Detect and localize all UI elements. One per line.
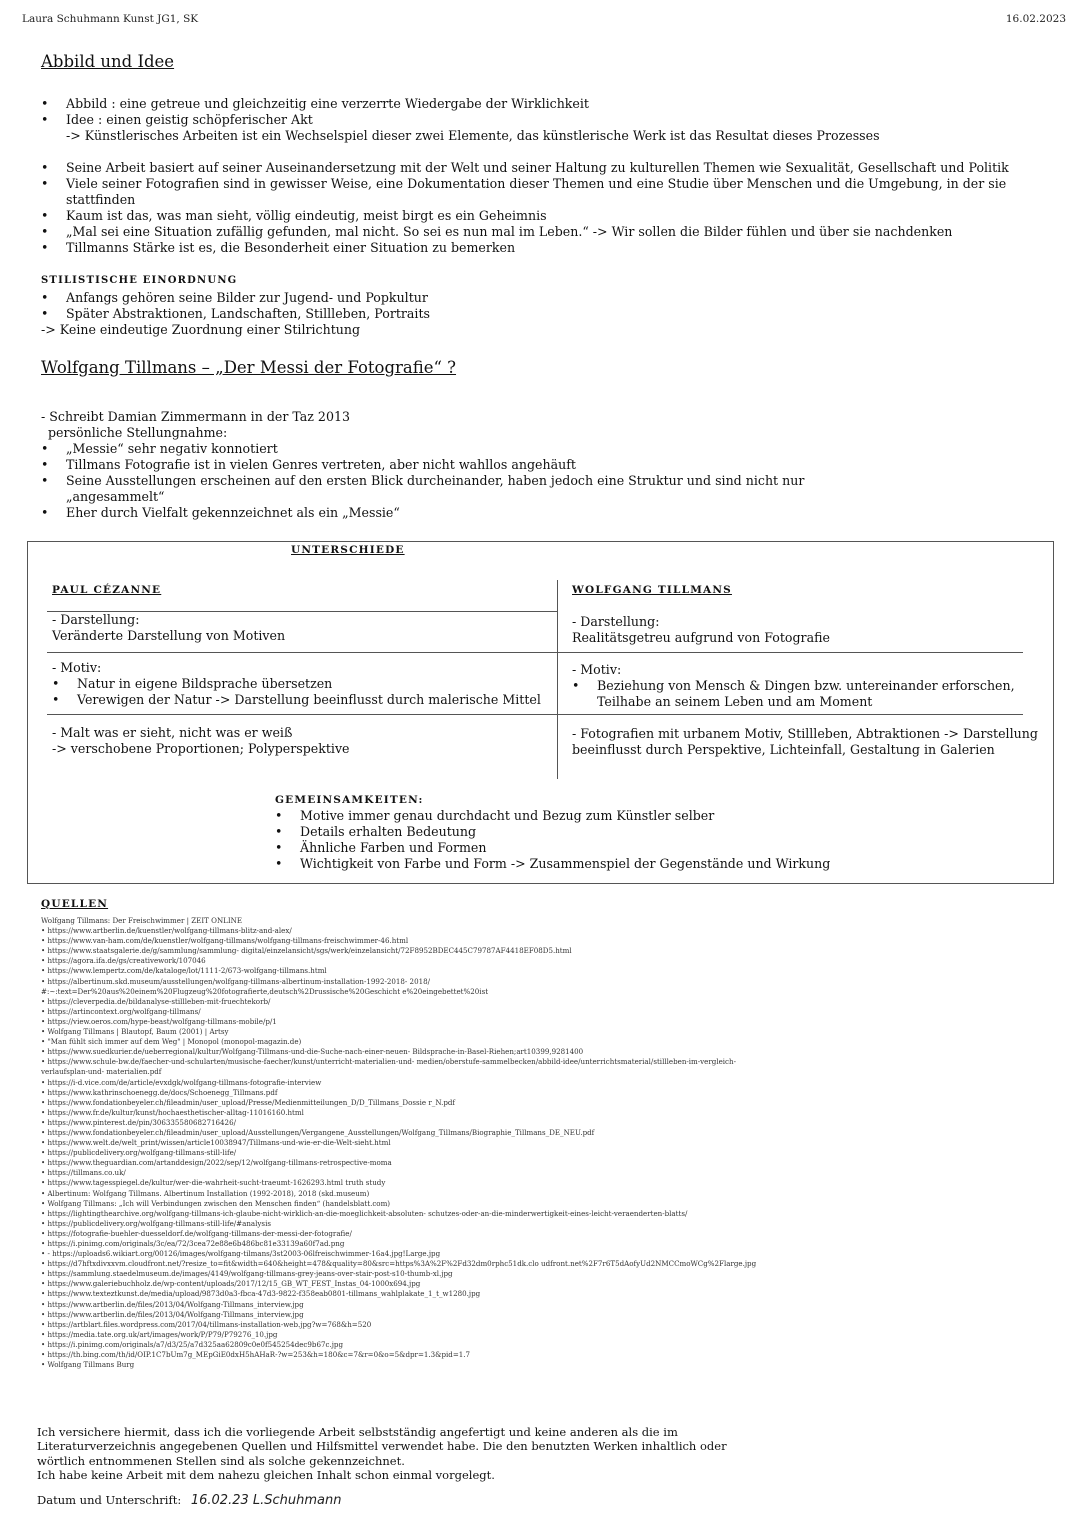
row-label: - Darstellung: bbox=[572, 614, 660, 629]
tillmans-technik: - Fotografien mit urbanem Motiv, Stillleben, Abtraktionen -> Darstellung beeinflusst durch Perspektive, Lichteinfall, Gestaltung in Galerien bbox=[572, 726, 1038, 757]
messi-bullet: • Tillmans Fotografie ist in vielen Genres vertreten, aber nicht wahllos angehäuft bbox=[41, 457, 841, 473]
source-item: • https://www.lempertz.com/de/kataloge/lot/1111-2/673-wolfgang-tillmans.html bbox=[41, 966, 327, 976]
messi-bullet: • „Messie“ sehr negativ konnotiert bbox=[41, 441, 841, 457]
bullet-item: • Viele seiner Fotografien sind in gewisser Weise, eine Dokumentation dieser Themen und eine Studie über Menschen und die Umgebung, in der sie stattfinden bbox=[41, 176, 1061, 208]
source-item: • https://www.texteztkunst.de/media/upload/9873d0a3-fbca-47d3-9822-f358eab0801-tillmans_wahlplakate_1_t_w1280.jpg bbox=[41, 1289, 481, 1299]
row-text: Veränderte Darstellung von Motiven bbox=[52, 628, 286, 643]
style-note: -> Keine eindeutige Zuordnung einer Stilrichtung bbox=[41, 322, 361, 337]
bullet-item: • Tillmanns Stärke ist es, die Besonderheit einer Situation zu bemerken bbox=[41, 240, 1061, 256]
source-item: • Wolfgang Tillmans | Blautopf, Baum (2001) | Artsy bbox=[41, 1027, 229, 1037]
declaration-line: Ich versichere hiermit, dass ich die vorliegende Arbeit selbstständig angefertigt und keine anderen als die im bbox=[37, 1425, 678, 1439]
source-item: • https://th.bing.com/th/id/OIP.1C7bUm7g_MEpGiE0dxH5hAHaR-?w=253&h=180&c=7&r=0&o=5&dpr=1.3&pid=1.7 bbox=[41, 1350, 471, 1360]
source-item: • https://i-d.vice.com/de/article/evxdgk/wolfgang-tillmans-fotografie-interview bbox=[41, 1077, 322, 1087]
style-bullet: • Später Abstraktionen, Landschaften, Stillleben, Portraits bbox=[41, 306, 1061, 322]
source-item: Wolfgang Tillmans: Der Freischwimmer | ZEIT ONLINE bbox=[41, 916, 243, 925]
source-item: • https://www.suedkurier.de/ueberregional/kultur/Wolfgang-Tillmans-und-die-Suche-nach-einer-neuen- Bildsprache-in-Basel-Riehen;art10399,9281400 bbox=[41, 1047, 584, 1057]
source-item: • "Man fühlt sich immer auf dem Weg" | Monopol (monopol-magazin.de) bbox=[41, 1037, 302, 1047]
section-title-abbild-idee: Abbild und Idee bbox=[41, 52, 175, 71]
common-bullet: • Ähnliche Farben und Formen bbox=[275, 840, 1015, 856]
common-bullet: • Details erhalten Bedeutung bbox=[275, 824, 1015, 840]
declaration-line: Ich habe keine Arbeit mit dem nahezu gleichen Inhalt schon einmal vorgelegt. bbox=[37, 1468, 495, 1483]
declaration-line: Literaturverzeichnis angegebenen Quellen und Hilfsmittel verwendet habe. Die den benutzten Werken inhaltlich oder bbox=[37, 1439, 727, 1454]
source-item: • https://www.tagesspiegel.de/kultur/wer-die-wahrheit-sucht-traeumt-1626293.html truth study bbox=[41, 1178, 386, 1188]
source-item: • https://www.galeriebuchholz.de/wp-content/uploads/2017/12/15_GB_WT_FEST_Instas_04-1000x694.jpg bbox=[41, 1279, 421, 1289]
definition-abbild: • Abbild : eine getreue und gleichzeitig eine verzerrte Wiedergabe der Wirklichkeit bbox=[41, 96, 1061, 112]
source-item: • https://i.pinimg.com/originals/a7/d3/25/a7d325aa62809c0e0f545254dec9b67c.jpg bbox=[41, 1339, 343, 1349]
source-item: • https://cleverpedia.de/bildanalyse-stillleben-mit-fruechtekorb/ bbox=[41, 996, 271, 1006]
source-item: #:~:text=Der%20aus%20einem%20Flugzeug%20fotografierte,deutsch%2Drussische%20Geschicht e%20eingebettet%20ist bbox=[41, 986, 489, 996]
sources-heading: QUELLEN bbox=[41, 898, 109, 910]
cezanne-heading: PAUL CÉZANNE bbox=[52, 584, 162, 596]
bullet-item: • Kaum ist das, was man sieht, völlig eindeutig, meist birgt es ein Geheimnis bbox=[41, 208, 1061, 224]
source-item: • https://www.artberlin.de/files/2013/04/Wolfgang-Tillmans_interview.jpg bbox=[41, 1309, 304, 1319]
source-item: • Wolfgang Tillmans Burg bbox=[41, 1360, 135, 1370]
declaration-line: wörtlich entnommenen Stellen sind als solche gekennzeichnet. bbox=[37, 1453, 405, 1468]
source-item: • Albertinum: Wolfgang Tillmans. Albertinum Installation (1992-2018), 2018 (skd.museum) bbox=[41, 1188, 370, 1198]
source-item: • https://publicdelivery.org/wolfgang-tillmans-still-life/ bbox=[41, 1148, 237, 1158]
row-label: - Motiv: bbox=[572, 662, 622, 677]
signature-label: Datum und Unterschrift: bbox=[37, 1493, 182, 1507]
common-bullet: • Wichtigkeit von Farbe und Form -> Zusammenspiel der Gegenstände und Wirkung bbox=[275, 856, 1015, 872]
messi-intro-2: persönliche Stellungnahme: bbox=[48, 425, 228, 440]
common-bullet: • Motive immer genau durchdacht und Bezug zum Künstler selber bbox=[275, 808, 1015, 824]
source-item: • https://artblart.files.wordpress.com/2017/04/tillmans-installation-web.jpg?w=768&h=520 bbox=[41, 1319, 372, 1329]
comparison-box bbox=[27, 541, 1054, 884]
messi-block bbox=[41, 409, 1061, 521]
motiv-bullet: • Natur in eigene Bildsprache übersetzen bbox=[52, 676, 557, 692]
source-item: • https://i.pinimg.com/originals/3c/ea/72/3cea72e88e6b486bc81e33139a60f7ad.png bbox=[41, 1239, 345, 1248]
source-item: • https://www.artberlin.de/files/2013/04/Wolfgang-Tillmans_interview.jpg bbox=[41, 1299, 304, 1309]
abbild-idee-block bbox=[41, 96, 1061, 256]
cezanne-technik bbox=[52, 725, 350, 757]
source-item: • https://www.staatsgalerie.de/g/sammlung/sammlung- digital/einzelansicht/sgs/werk/einzelansicht/72F8952BDEC445C79787AF4418EF08D5.html bbox=[41, 946, 572, 956]
handwritten-signature: 16.02.23 L.Schuhmann bbox=[190, 1493, 342, 1508]
style-heading: STILISTISCHE EINORDNUNG bbox=[41, 275, 238, 286]
motiv-bullet: • Verewigen der Natur -> Darstellung beeinflusst durch malerische Mittel bbox=[52, 692, 557, 708]
source-item: • https://www.van-ham.com/de/kuenstler/wolfgang-tillmans/wolfgang-tillmans-freischwimmer-46.html bbox=[41, 936, 409, 946]
cezanne-darstellung bbox=[52, 612, 285, 644]
source-item: • https://albertinum.skd.museum/ausstellungen/wolfgang-tillmans-albertinum-installation-1992-2018- 2018/ bbox=[41, 976, 430, 986]
sources-list bbox=[41, 916, 1061, 1370]
source-item: • https://d7hftxdivxxvm.cloudfront.net/?resize_to=fit&width=640&height=478&quality=80&src=https%3A%2F%2Fd32dm0rphc51dk.clo udfront.net%2F7r6T5dAofyUd2NMCCmoWCg%2Flarge.jpg bbox=[41, 1259, 757, 1269]
source-item: • https://lightingthearchive.org/wolfgang-tillmans-ich-glaube-nicht-wirklich-an-die-moeglichkeit-absoluten- schutzes-oder-an-die-minderwertigkeit-eines-leicht-veraenderten-blatts/ bbox=[41, 1208, 688, 1218]
source-item: verlaufsplan-und- materialien.pdf bbox=[41, 1067, 162, 1077]
cezanne-motiv bbox=[52, 660, 557, 708]
style-bullet: • Anfangs gehören seine Bilder zur Jugend- und Popkultur bbox=[41, 290, 1061, 306]
source-item: • https://view.oeros.com/hype-beast/wolfgang-tillmans-mobile/p/1 bbox=[41, 1016, 277, 1026]
bullet-item: • „Mal sei eine Situation zufällig gefunden, mal nicht. So sei es nun mal im Leben.“ -> Wir sollen die Bilder fühlen und über sie nachdenken bbox=[41, 224, 1061, 240]
row-text: Realitätsgetreu aufgrund von Fotografie bbox=[572, 630, 830, 645]
header-date: 16.02.2023 bbox=[1005, 13, 1066, 25]
row-text: - Malt was er sieht, nicht was er weiß bbox=[52, 725, 293, 740]
style-block bbox=[41, 273, 1061, 338]
declaration bbox=[37, 1425, 737, 1483]
source-item: • https://www.fondationbeyeler.ch/fileadmin/user_upload/Presse/Medienmitteilungen_D/D_Tillmans_Dossie r_N.pdf bbox=[41, 1097, 456, 1107]
source-item: • https://www.theguardian.com/artanddesign/2022/sep/12/wolfgang-tillmans-retrospective-moma bbox=[41, 1158, 392, 1168]
source-item: • https://www.welt.de/welt_print/wissen/article10038947/Tillmans-und-wie-er-die-Welt-sieht.html bbox=[41, 1138, 391, 1148]
column-divider bbox=[557, 580, 558, 779]
row-divider bbox=[558, 714, 1023, 715]
definition-note: -> Künstlerisches Arbeiten ist ein Wechselspiel dieser zwei Elemente, das künstlerische Werk ist das Resultat dieses Prozesses bbox=[66, 128, 880, 143]
source-item: • https://media.tate.org.uk/art/images/work/P/P79/P79276_10.jpg bbox=[41, 1329, 278, 1339]
row-text: -> verschobene Proportionen; Polyperspektive bbox=[52, 741, 350, 756]
tillmans-motiv bbox=[572, 662, 1037, 710]
source-item: • https://www.fondationbeyeler.ch/fileadmin/user_upload/Ausstellungen/Vergangene_Ausstellungen/Wolfgang_Tillmans/Biographie_Tillmans_DE_NEU.pdf bbox=[41, 1127, 595, 1137]
motiv-bullet: • Beziehung von Mensch & Dingen bzw. untereinander erforschen, Teilhabe an seinem Leben und am Moment bbox=[572, 678, 1037, 710]
source-item: • https://sammlung.staedelmuseum.de/images/4149/wolfgang-tillmans-grey-jeans-over-stair-post-s10-thumb-xl.jpg bbox=[41, 1269, 453, 1279]
source-item: • https://fotografie-buehler-duesseldorf.de/wolfgang-tillmans-der-messi-der-fotografie/ bbox=[41, 1228, 352, 1238]
source-item: • https://www.kathrinschoenegg.de/docs/Schoenegg_Tillmans.pdf bbox=[41, 1087, 278, 1097]
source-item: • https://www.artberlin.de/kuenstler/wolfgang-tillmans-blitz-and-alex/ bbox=[41, 926, 292, 936]
bullet-item: • Seine Arbeit basiert auf seiner Auseinandersetzung mit der Welt und seiner Haltung zu kulturellen Themen wie Sexualität, Gesellschaft und Politik bbox=[41, 160, 1061, 176]
source-item: • https://publicdelivery.org/wolfgang-tillmans-still-life/#analysis bbox=[41, 1218, 271, 1228]
source-item: • https://www.fr.de/kultur/kunst/hochaesthetischer-alltag-11016160.html bbox=[41, 1107, 304, 1117]
messi-intro: - Schreibt Damian Zimmermann in der Taz 2013 bbox=[41, 409, 350, 424]
messi-bullet: • Seine Ausstellungen erscheinen auf den ersten Blick durcheinander, haben jedoch eine Struktur und sind nicht nur „angesammelt“ bbox=[41, 473, 841, 505]
header-author: Laura Schuhmann Kunst JG1, SK bbox=[22, 13, 199, 25]
row-divider bbox=[47, 652, 557, 653]
signature-line bbox=[37, 1493, 341, 1508]
source-item: • Wolfgang Tillmans: „Ich will Verbindungen zwischen den Menschen finden“ (handelsblatt.com) bbox=[41, 1198, 391, 1208]
section-title-messi: Wolfgang Tillmans – „Der Messi der Fotografie“ ? bbox=[41, 358, 457, 377]
row-label: - Motiv: bbox=[52, 660, 102, 675]
source-item: • https://agora.ifa.de/gs/creativework/107046 bbox=[41, 956, 206, 966]
source-item: • - https://uploads6.wikiart.org/00126/images/wolfgang-tilmans/3st2003-06lfreischwimmer-16a4.jpg!Large.jpg bbox=[41, 1249, 441, 1259]
source-item: • https://www.pinterest.de/pin/306335580682716426/ bbox=[41, 1117, 236, 1127]
definition-idee: • Idee : einen geistig schöpferischer Akt bbox=[41, 112, 1061, 128]
sources-section bbox=[41, 898, 1061, 1370]
row-divider bbox=[558, 652, 1023, 653]
row-divider bbox=[47, 714, 557, 715]
source-item: • https://www.schule-bw.de/faecher-und-schularten/musische-faecher/kunst/unterricht-materialien-und- medien/oberstufe-sammelbecken/abbild-idee/unterrichtsmaterial/stillleben-im-vergleich- bbox=[41, 1057, 736, 1067]
comparison-title: UNTERSCHIEDE bbox=[291, 544, 405, 556]
tillmans-heading: WOLFGANG TILLMANS bbox=[572, 584, 732, 596]
source-item: • https://artincontext.org/wolfgang-tillmans/ bbox=[41, 1006, 201, 1016]
common-heading: GEMEINSAMKEITEN: bbox=[275, 794, 424, 806]
row-label: - Darstellung: bbox=[52, 612, 140, 627]
tillmans-darstellung bbox=[572, 614, 830, 646]
source-item: • https://tillmans.co.uk/ bbox=[41, 1168, 126, 1178]
messi-bullet: • Eher durch Vielfalt gekennzeichnet als ein „Messie“ bbox=[41, 505, 841, 521]
common-section bbox=[275, 792, 1015, 872]
